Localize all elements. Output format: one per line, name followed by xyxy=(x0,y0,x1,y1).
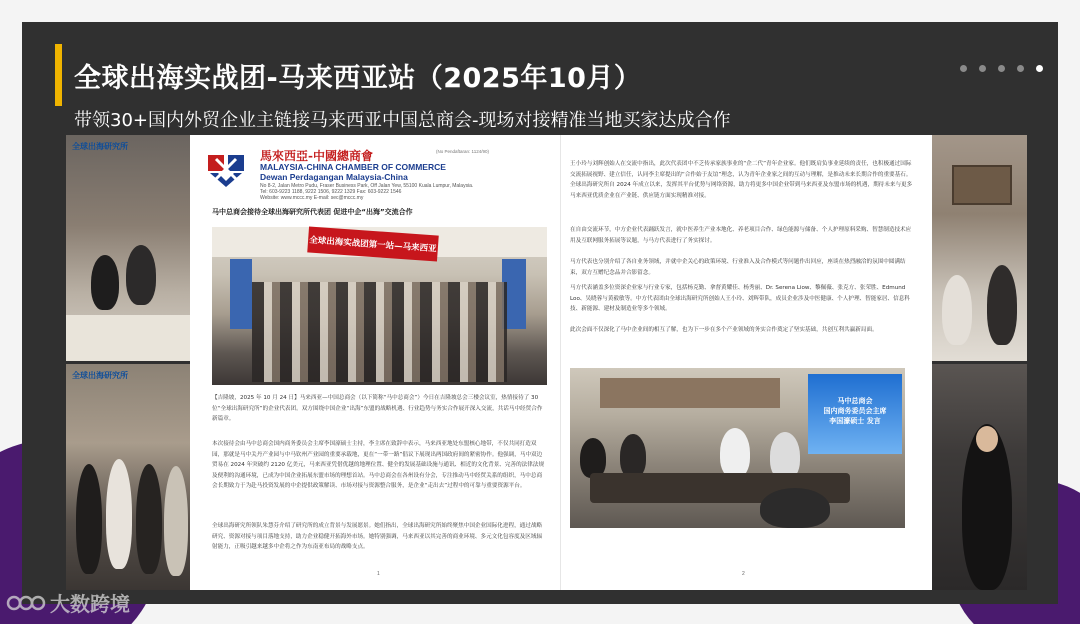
person-silhouette xyxy=(91,255,119,310)
group-banner: 全球出海实战团第一站—马来西亚 xyxy=(307,226,438,261)
person-silhouette xyxy=(164,466,188,576)
chamber-letterhead xyxy=(204,145,544,201)
photo-office-meeting xyxy=(932,135,1027,361)
press-release-document xyxy=(190,135,932,590)
photo-office-reception xyxy=(66,135,190,361)
crowd xyxy=(252,282,507,382)
photo-group-event xyxy=(66,364,190,590)
page-number: 1 xyxy=(377,571,380,577)
screen-text: 马中总商会 国内商务委员会主席 李国濠硕士 发言 xyxy=(823,397,887,425)
person-silhouette xyxy=(136,464,162,574)
pagination-dot[interactable] xyxy=(960,65,967,72)
photo-logo-badge: 全球出海研究所 xyxy=(72,371,128,380)
paragraph: 马方代表也分别介绍了各自业务领域，并就中企关心的政策环境、行业准入及合作模式等问题作出回应，座谈在热烈融洽的氛围中圆满结束，双方互赠纪念品并合影留念。 xyxy=(570,259,906,276)
photo-speaker xyxy=(932,364,1027,590)
watermark xyxy=(6,588,130,617)
person-silhouette xyxy=(760,488,830,528)
web-line: Website: www.mccc.my E-mail: sec@mccc.my xyxy=(260,195,364,201)
chamber-address xyxy=(260,183,473,201)
paragraph: 全球出海研究所领队朱慧芬介绍了研究所的成立背景与发展愿景。她们指出，全球出海研究所始终聚焦中国企业国际化进程，通过战略研究、资源对接与项目落地支持，助力企业稳健开拓海外市场。她特别强调，马来西亚以其完善的商业环境、多元文化包容度及区域辐射能力，正吸引越来越多中企将之作为东南亚布局的战略支点。 xyxy=(212,523,543,550)
wall-frames xyxy=(600,378,780,408)
wall-frame xyxy=(952,165,1012,205)
person-silhouette xyxy=(580,438,606,478)
paragraph: 此次会面不仅深化了马中企业间的相互了解，也为下一步在多个产业领域的务实合作奠定了坚实基础，共创互利共赢新局面。 xyxy=(570,327,878,333)
paragraph: 马方代表涵盖多位资深企业家与行业专家，包括杨克勤、拿督黄耀佳、杨秀丽、Dr. Serena Liow、黎佩薇、张克方、张荣胜、Edmund Loo、吴晓蓉与黄毅敏等。中方代表团由全球出海研究所创始人王小玲、刘辉带队，成员企业涉及中医健康、个人护理、智能家居、信息科技、新能源、建材及制造业等多个领域。 xyxy=(570,285,910,312)
paragraph: 王小玲与刘辉创始人在交流中指出，此次代表团中不乏传承家族事业的“企二代”青年企业家。他们既肩负事业延续的责任，也积极通过国际交流拓展视野、建立信任，认同李主席提出的“合作始于友谊”理念，认为青年企业家之间的互动与理解，是推动未来长期合作的重要基石。全球出海研究所自 2024 年成立以来，发挥其平台优势与网络资源，助力将更多中国企业带到马来西亚及东盟市场的机遇，期待未来与更多马来西亚优质企业在产业链、供应链方面实现精准对接。 xyxy=(570,161,913,199)
table-surface xyxy=(66,315,190,361)
slide-subtitle: 带领30+国内外贸企业主链接马来西亚中国总商会-现场对接精准当地买家达成合作 xyxy=(74,110,731,131)
pagination-dots xyxy=(960,65,1043,72)
registration-number: (No Pendaftaran: 1124/90) xyxy=(436,149,489,154)
slide-title: 全球出海实战团-马来西亚站（2025年10月） xyxy=(74,63,642,94)
face xyxy=(976,426,998,452)
paragraph: 本次接待会由马中总商会国内商务委员会主席李国濠硕士主持，李主席在致辞中表示，马来西亚地处东盟核心地带，不仅共同打造双园，那就是马中关丹产业园与中马钦州产业园的重要承载地，更在“一带一路”倡议下展现出两国政府间的紧密协作。他强调，马中双边贸易在 2024 年突破约 2120 亿美元，马来西亚凭借优越的地理位置、健全的发展基础设施与通讯、相近的文化背景、完善的法律法规及便利的沟通环境，已成为中国企业拓展东盟市场的理想首站。马中总商会在各州设有分会，专注推动马中经贸关系的组织，马中总商会长期致力于为赴马投资发展的中企提供政策解读、市场对接与资源整合服务，是企业“走出去”过程中的可靠与重要资源平台。 xyxy=(212,441,545,489)
meeting-photo xyxy=(570,368,905,528)
watermark-text: 大数跨境 xyxy=(50,592,130,616)
watermark-logo-icon xyxy=(6,591,46,615)
pagination-dot-active[interactable] xyxy=(1036,65,1043,72)
chamber-logo-icon xyxy=(204,151,248,191)
paragraph: 【吉隆坡，2025 年 10 月 24 日】马来西亚—中国总商会（以下简称“马中总商会”）今日在吉隆坡总会三楼会议室，热情接待了 30 位“全球出海研究所”的企业代表团。双方围绕中国企业“出海”东盟的战略机遇、行业趋势与务实合作展开深入交流，共话马中经贸合作新篇章。 xyxy=(212,395,543,422)
pagination-dot[interactable] xyxy=(979,65,986,72)
chamber-malay-name: Dewan Perdagangan Malaysia-China xyxy=(260,172,408,182)
page-number: 2 xyxy=(742,571,745,577)
paragraph: 在自由交流环节，中方企业代表踊跃发言，就中医养生产业本地化、养老项目合作、绿色能源与储备、个人护理原料采购、智慧制造技术应用及互联网服务拓展等议题，与马方代表进行了务实探讨。 xyxy=(570,227,912,244)
rollup-banner xyxy=(230,259,252,329)
person-silhouette xyxy=(76,464,102,574)
chamber-english-name: MALAYSIA-CHINA CHAMBER OF COMMERCE xyxy=(260,162,446,172)
pagination-dot[interactable] xyxy=(1017,65,1024,72)
address-line: No 8-2, Jalan Metro Pudu, Fraser Business Park, Off Jalan Yew, 55100 Kuala Lumpur, Malaysia. xyxy=(260,183,474,189)
person-silhouette xyxy=(720,428,750,478)
contact-line: Tel: 603-9223 1188, 9222 1506, 9222 1329 Fax: 603-9222 1546 xyxy=(260,189,402,195)
person-silhouette xyxy=(942,275,972,345)
pagination-dot[interactable] xyxy=(998,65,1005,72)
photo-logo-badge: 全球出海研究所 xyxy=(72,142,128,151)
title-accent-bar xyxy=(55,44,62,106)
person-silhouette xyxy=(620,434,646,478)
page-divider xyxy=(560,135,561,590)
person-silhouette xyxy=(987,265,1017,345)
document-heading: 马中总商会接待全球出海研究所代表团 促进中企“出海”交流合作 xyxy=(212,208,413,216)
person-silhouette xyxy=(106,459,132,569)
presentation-screen xyxy=(808,374,902,454)
person-silhouette xyxy=(126,245,156,305)
chamber-chinese-name: 馬來西亞-中國總商會 xyxy=(260,149,373,163)
